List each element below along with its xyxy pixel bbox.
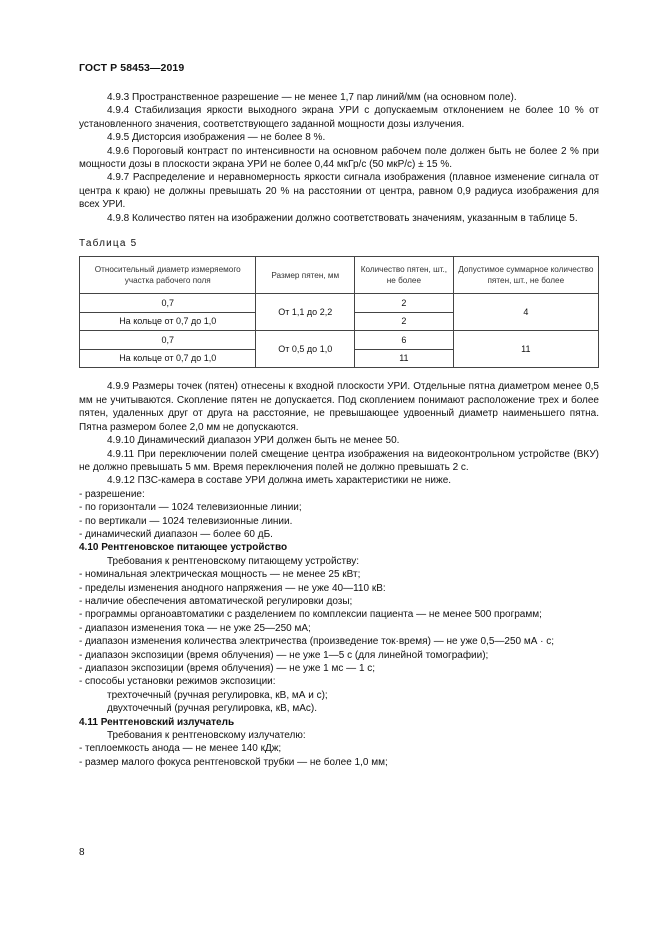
header-spot-size: Размер пятен, мм — [256, 257, 355, 294]
cell-spot-count: 6 — [355, 331, 454, 350]
table-caption-number: 5 — [130, 238, 137, 250]
table-caption-word: Таблица — [79, 238, 127, 250]
cell-total-count: 4 — [453, 294, 598, 331]
list-item: - программы органоавтоматики с разделением по комплексии пациента — не менее 500 программ; — [79, 608, 599, 621]
para-4-9-10: 4.9.10 Динамический диапазон УРИ должен быть не менее 50. — [107, 435, 400, 447]
para-4-9-6: 4.9.6 Пороговый контраст по интенсивности на основном рабочем поле должен быть не более 2 % при мощности дозы в плоскости экрана УРИ не более 0,44 мкГр/с (50 мкР/с) ± 15 %. — [79, 145, 599, 171]
cell-diameter: 0,7 — [80, 331, 256, 350]
cell-total-count: 11 — [453, 331, 598, 368]
spots-table — [79, 256, 599, 368]
list-item: - диапазон изменения количества электричества (произведение ток·время) — не уже 0,5—250 мА · с; — [79, 635, 599, 648]
section-intro-4-11: Требования к рентгеновскому излучателю: — [107, 730, 306, 742]
section-intro-4-10: Требования к рентгеновскому питающему устройству: — [107, 555, 359, 567]
cell-spot-size: От 0,5 до 1,0 — [256, 331, 355, 368]
list-item: - динамический диапазон — более 60 дБ. — [79, 528, 599, 541]
page-number: 8 — [79, 847, 85, 858]
cell-diameter: 0,7 — [80, 294, 256, 313]
table-caption — [79, 237, 599, 250]
para-4-9-12: 4.9.12 ПЗС-камера в составе УРИ должна иметь характеристики не ниже. — [107, 475, 452, 487]
section-title-4-11: 4.11 Рентгеновский излучатель — [79, 716, 235, 728]
list-subitem: двухточечный (ручная регулировка, кВ, мАс). — [107, 703, 317, 715]
list-item: - теплоемкость анода — не менее 140 кДж; — [79, 742, 599, 755]
cell-diameter: На кольце от 0,7 до 1,0 — [80, 349, 256, 368]
list-subitem: трехточечный (ручная регулировка, кВ, мА и с); — [107, 689, 328, 701]
cell-spot-count: 11 — [355, 349, 454, 368]
list-item: - разрешение: — [79, 488, 599, 501]
para-4-9-11: 4.9.11 При переключении полей смещение центра изображения на видеоконтрольном устройстве (ВКУ) не должно превышать 5 мм. Время переключения полей не должно превышать 2 с. — [79, 448, 599, 473]
table-header-row — [80, 257, 599, 294]
list-item: - по горизонтали — 1024 телевизионные линии; — [79, 501, 599, 514]
section-title-4-10: 4.10 Рентгеновское питающее устройство — [79, 542, 288, 554]
cell-spot-size: От 1,1 до 2,2 — [256, 294, 355, 331]
header-spot-count: Количество пятен, шт., не более — [355, 257, 454, 294]
para-4-9-3: 4.9.3 Пространственное разрешение — не менее 1,7 пар линий/мм (на основном поле). — [107, 92, 517, 103]
para-4-9-9: 4.9.9 Размеры точек (пятен) отнесены к входной плоскости УРИ. Отдельные пятна диаметром менее 0,5 мм не учитываются. Скопление пятен не допускается. Под скоплением понимают расположение трех и более пятен, удаленных друг от друга на расстояние, не превышающее удвоенный диаметр наименьшего пятна. Пятна размером более 2,0 мм не допускаются. — [79, 381, 599, 433]
list-item: - номинальная электрическая мощность — не менее 25 кВт; — [79, 568, 599, 581]
list-item: - способы установки режимов экспозиции: — [79, 675, 599, 688]
list-item: - диапазон экспозиции (время облучения) — не уже 1 мс — 1 с; — [79, 662, 599, 675]
cell-spot-count: 2 — [355, 294, 454, 313]
para-4-9-8: 4.9.8 Количество пятен на изображении должно соответствовать значениям, указанным в таблице 5. — [107, 212, 578, 224]
list-item: - пределы изменения анодного напряжения — не уже 40—110 кВ: — [79, 582, 599, 595]
cell-diameter: На кольце от 0,7 до 1,0 — [80, 312, 256, 331]
list-item: - размер малого фокуса рентгеновской трубки — не более 1,0 мм; — [79, 756, 599, 769]
page-content — [79, 91, 599, 769]
header-total-count: Допустимое суммарное количество пятен, шт., не более — [453, 257, 598, 294]
list-item: - диапазон изменения тока — не уже 25—250 мА; — [79, 622, 599, 635]
header-diameter: Относительный диаметр измеряемого участка рабочего поля — [80, 257, 256, 294]
standard-header: ГОСТ Р 58453—2019 — [79, 62, 185, 74]
para-4-9-4: 4.9.4 Стабилизация яркости выходного экрана УРИ с допускаемым отклонением не более 10 % от установленного значения, соответствующего заданной мощности дозы излучения. — [79, 105, 599, 130]
table-row — [80, 294, 599, 313]
list-item: - диапазон экспозиции (время облучения) — не уже 1—5 с (для линейной томографии); — [79, 649, 599, 662]
list-item: - наличие обеспечения автоматической регулировки дозы; — [79, 595, 599, 608]
cell-spot-count: 2 — [355, 312, 454, 331]
list-item: - по вертикали — 1024 телевизионные линии. — [79, 515, 599, 528]
table-row — [80, 331, 599, 350]
para-4-9-7: 4.9.7 Распределение и неравномерность яркости сигнала изображения (плавное изменение сигнала от центра к краю) не должны превышать 20 % на расстоянии от центра, равном 0,9 радиуса изображения для всех УРИ. — [79, 172, 599, 211]
para-4-9-5: 4.9.5 Дисторсия изображения — не более 8 %. — [107, 132, 326, 144]
